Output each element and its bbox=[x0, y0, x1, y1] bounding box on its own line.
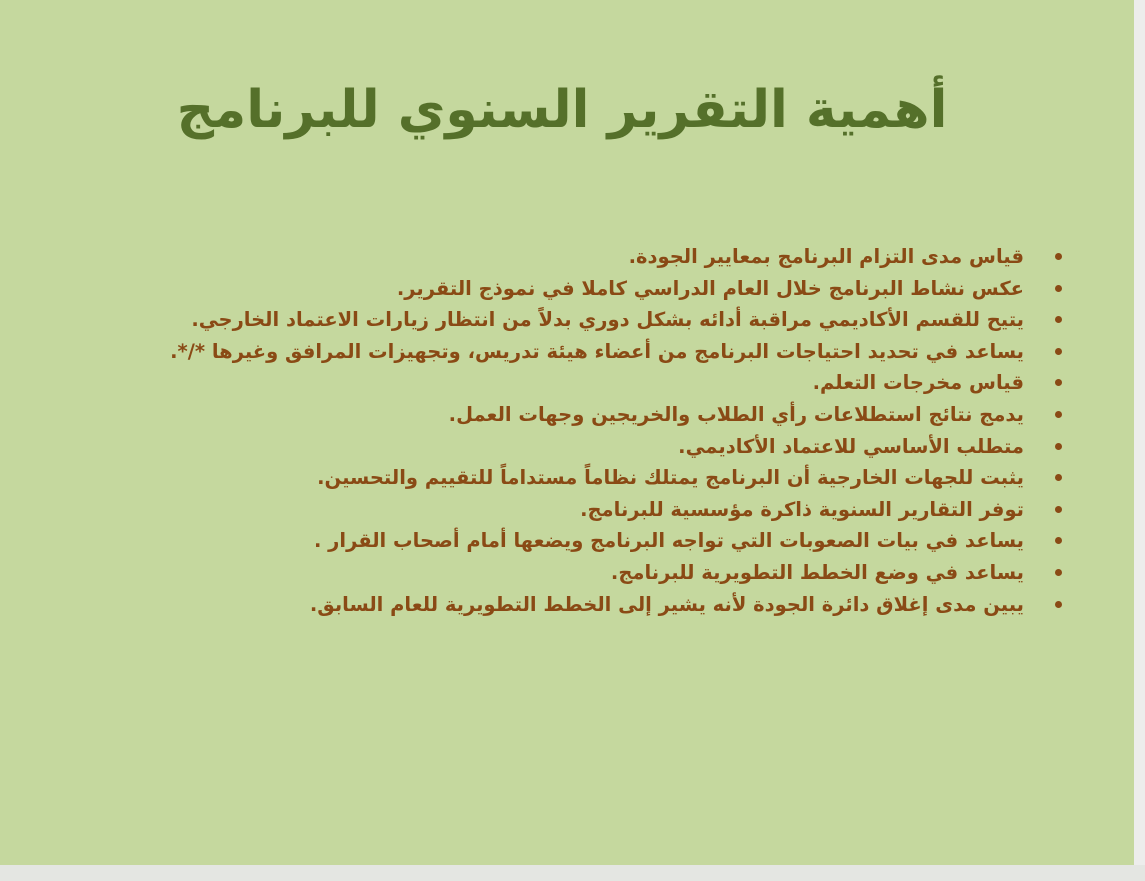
bullet-text: يتيح للقسم الأكاديمي مراقبة أدائه بشكل دوري بدلاً من انتظار زيارات الاعتماد الخارجي. bbox=[191, 308, 1024, 332]
bullet-item-6 bbox=[222, 399, 1062, 431]
slide-title: أهمية التقرير السنوي للبرنامج bbox=[176, 80, 948, 140]
bullet-item-2 bbox=[222, 273, 1062, 305]
bullet-item-1 bbox=[222, 241, 1062, 273]
bullet-text: يساعد في وضع الخطط التطويرية للبرنامج. bbox=[610, 560, 1024, 584]
bullet-item-12 bbox=[222, 589, 1062, 621]
bullet-text: قياس مخرجات التعلم. bbox=[812, 371, 1024, 395]
bullet-dot-icon bbox=[1055, 379, 1062, 386]
bullet-item-10 bbox=[222, 525, 1062, 557]
bullet-dot-icon bbox=[1055, 537, 1062, 544]
bullet-item-9 bbox=[222, 494, 1062, 526]
bullet-text: يساعد في بيات الصعوبات التي تواجه البرنامج ويضعها أمام أصحاب القرار . bbox=[313, 529, 1024, 553]
bullet-item-5 bbox=[222, 367, 1062, 399]
bullet-dot-icon bbox=[1055, 569, 1062, 576]
bullet-text: توفر التقارير السنوية ذاكرة مؤسسية للبرنامج. bbox=[580, 497, 1024, 521]
bullet-text: قياس مدى التزام البرنامج بمعايير الجودة. bbox=[628, 245, 1024, 268]
bullet-item-7 bbox=[222, 431, 1062, 463]
bullet-text: يبين مدى إغلاق دائرة الجودة لأنه يشير إلى الخطط التطويرية للعام السابق. bbox=[309, 592, 1024, 616]
bullet-list bbox=[170, 241, 1062, 620]
bullet-dot-icon bbox=[1055, 411, 1062, 418]
bullet-text: عكس نشاط البرنامج خلال العام الدراسي كاملا في نموذج التقرير. bbox=[396, 276, 1024, 300]
window-edge-right bbox=[1134, 0, 1145, 881]
bullet-dot-icon bbox=[1055, 348, 1062, 355]
bullet-dot-icon bbox=[1055, 285, 1062, 292]
window-edge-bottom bbox=[0, 865, 1145, 881]
bullet-item-4 bbox=[170, 336, 1062, 368]
bullet-text: يساعد في تحديد احتياجات البرنامج من أعضاء هيئة تدريس، وتجهيزات المرافق وغيرها */*. bbox=[170, 339, 1024, 363]
bullet-text: يثبت للجهات الخارجية أن البرنامج يمتلك نظاماً مستداماً للتقييم والتحسين. bbox=[317, 466, 1024, 490]
bullet-text: يدمج نتائج استطلاعات رأي الطلاب والخريجين وجهات العمل. bbox=[448, 402, 1024, 426]
bullet-item-11 bbox=[222, 557, 1062, 589]
bullet-dot-icon bbox=[1055, 443, 1062, 450]
bullet-dot-icon bbox=[1055, 601, 1062, 608]
bullet-item-3 bbox=[191, 304, 1062, 336]
bullet-text: متطلب الأساسي للاعتماد الأكاديمي. bbox=[678, 434, 1024, 458]
bullet-dot-icon bbox=[1055, 506, 1062, 513]
bullet-dot-icon bbox=[1055, 474, 1062, 481]
bullet-dot-icon bbox=[1055, 316, 1062, 323]
bullet-item-8 bbox=[222, 462, 1062, 494]
bullet-dot-icon bbox=[1055, 253, 1062, 260]
